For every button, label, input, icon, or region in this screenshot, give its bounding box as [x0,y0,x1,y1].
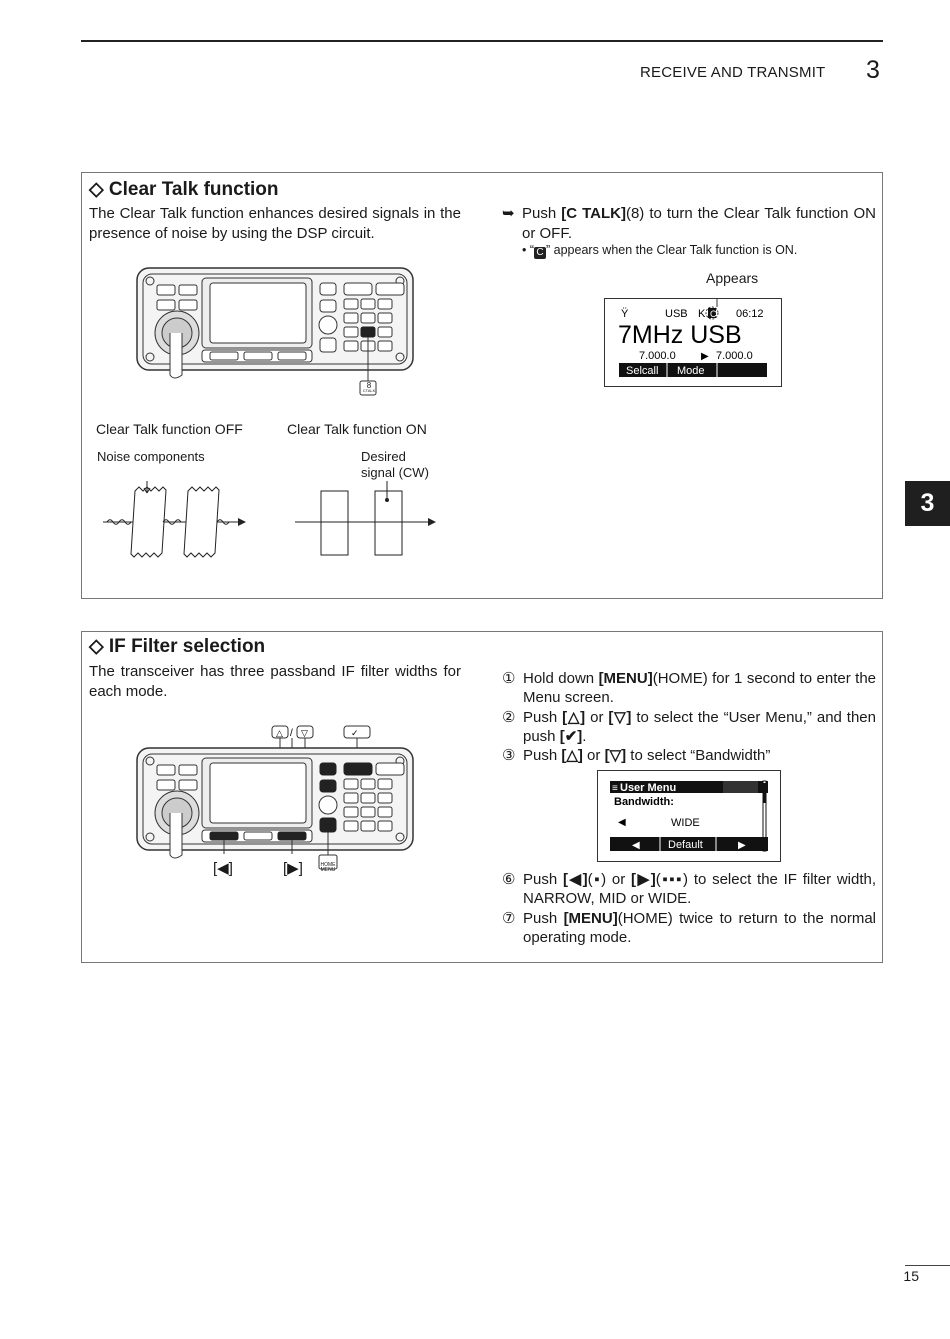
lcd-top-mode: USB [665,308,688,320]
step-7-number: ⑦ [502,909,516,927]
lcd-freq-left: 7.000.0 [639,350,676,362]
menu-lcd [597,770,781,862]
step-3 [502,746,876,765]
lcd-freq-right: 7.000.0 [716,350,753,362]
noise-components-label: Noise components [97,449,205,464]
down-key: [▽] [608,708,632,726]
step-2-pre: Push [523,708,563,726]
if-filter-heading [89,635,265,658]
label-on: Clear Talk function ON [287,421,427,437]
clear-talk-heading [89,178,279,201]
note-prefix: • “ [522,243,535,257]
instruction-text: Push [522,205,562,222]
chapter-title: RECEIVE AND TRANSMIT [640,64,826,81]
clear-talk-instruction [502,204,876,243]
step-2-mid: or [585,708,609,726]
step-2-end: . [582,727,587,745]
if-filter-steps-bottom [502,870,876,947]
step-6-post: (▪▪▪) to select the IF filter width, NARROW, MID or WIDE. [523,871,877,908]
lcd-softkey-selcall: Selcall [626,365,659,377]
menu-lcd-left-arrow-icon: ◀ [618,817,626,828]
antenna-icon: Ÿ [621,308,629,320]
menu-lcd-title: User Menu [620,782,677,794]
svg-text:C: C [710,309,717,319]
lcd-time: 06:12 [736,308,764,320]
clear-talk-description: The Clear Talk function enhances desired signals in the presence of noise by using the DSP circuit. [89,205,461,242]
instruction-text-end: (8) to turn the Clear Talk function ON or OFF. [522,205,877,242]
step-1 [502,669,876,708]
desired-label-1: Desired [361,449,406,464]
up-key: [△] [561,747,583,765]
lcd-softkey-mode: Mode [677,365,705,377]
ctalk-key-callout [362,382,376,393]
left-key-label: [◀] [213,860,233,877]
desired-label-2: signal (CW) [361,465,429,480]
menu-softkey-left: ◀ [632,840,640,851]
signal-diagrams [97,473,457,568]
svg-text:/: / [290,728,293,739]
page-number-rule [905,1265,950,1266]
lcd-k-indicator: K [698,308,706,320]
header-rule [81,40,883,42]
step-7 [502,909,876,948]
radio-panel-illustration [132,263,422,403]
step-7-post: (HOME) twice to return to the normal operating mode. [523,909,876,946]
check-key: [✔] [559,727,583,745]
step-6 [502,870,876,909]
up-key: [△] [562,708,586,726]
home-menu-key-label [319,863,337,873]
step-6-number: ⑥ [502,871,516,888]
menu-softkey-default: Default [668,839,703,851]
menu-lcd-item: Bandwidth: [614,796,674,808]
clear-talk-title: Clear Talk function [108,179,279,200]
clear-talk-note [522,243,882,259]
diamond-icon: ◇ [89,636,104,657]
lcd-main: 7MHz USB [618,321,742,349]
menu-lcd-value: WIDE [671,817,700,829]
chapter-side-tab: 3 [905,481,950,526]
label-off: Clear Talk function OFF [96,421,243,437]
step-3-mid: or [582,747,605,765]
clear-talk-section [81,172,883,599]
ctalk-key-number: 8 [366,381,372,390]
menu-lcd-graphic [598,771,780,861]
lcd-graphic [605,299,781,386]
if-filter-section [81,631,883,963]
menu-key: [MENU] [563,909,618,927]
if-filter-steps-top [502,669,876,765]
home-label: HOME [320,862,336,868]
right-key: [▶] [631,871,656,888]
menu-softkey-right: ▶ [738,840,746,851]
down-key: [▽] [604,747,627,765]
step-2-post: to select the “User Menu,” and then push [523,708,876,745]
clear-talk-lcd [604,298,782,387]
chapter-number: 3 [866,56,880,84]
menu-icon: ≡ [612,783,618,794]
menu-label: MENU [320,867,336,873]
menu-key: [MENU] [598,670,653,687]
step-3-number: ③ [502,747,516,765]
check-icon: ✓ [351,728,359,738]
step-6-pre: Push [523,871,563,888]
if-filter-description: The transceiver has three passband IF filter widths for each mode. [89,663,461,700]
if-filter-title: IF Filter selection [108,636,266,657]
step-2 [502,708,876,747]
appears-label: Appears [706,270,759,286]
left-key: [◀] [562,871,588,888]
down-icon: ▽ [301,728,308,738]
step-1-number: ① [502,670,516,687]
ctalk-key: [C TALK] [561,205,626,222]
up-icon: △ [276,728,283,738]
lcd-play-icon: ▶ [701,351,709,362]
note-suffix: ” appears when the Clear Talk function is ON. [546,243,798,257]
ctalk-key-sub: CTALK [362,388,376,393]
step-1-post: (HOME) for 1 second to enter the Menu screen. [523,670,877,707]
right-key-label: [▶] [283,860,303,877]
step-7-pre: Push [523,909,564,927]
radio-panel-if-illustration [132,722,422,882]
step-3-post: to select “Bandwidth” [626,747,771,765]
clear-talk-c-icon: C [534,247,546,259]
step-3-pre: Push [523,747,562,765]
diamond-icon: ◇ [89,179,104,200]
step-2-number: ② [502,708,516,726]
page-number: 15 [903,1268,919,1284]
step-1-pre: Hold down [523,670,599,687]
arrow-right-icon: ➥ [502,205,515,222]
step-6-mid: (▪) or [587,871,632,888]
